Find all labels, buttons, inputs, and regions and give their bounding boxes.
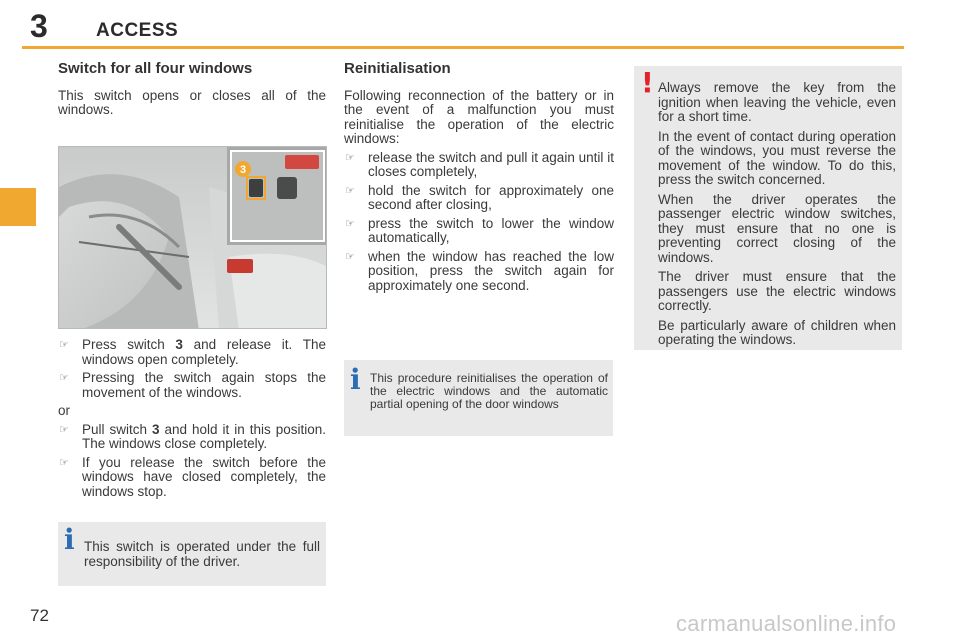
- hand-pointer-icon: ☞: [59, 372, 69, 384]
- hand-pointer-icon: ☞: [59, 339, 69, 351]
- window-switch-photo: [58, 146, 327, 329]
- info-note-text: This procedure reinitialises the operation of the electric windows and the automatic partial opening of the door windows: [370, 371, 608, 411]
- hand-pointer-icon: ☞: [59, 423, 69, 436]
- chapter-number: 3: [30, 8, 48, 44]
- list-item: [344, 151, 614, 180]
- list-item: [58, 371, 326, 400]
- safety-warning-box: [634, 66, 902, 350]
- list-item: [58, 456, 326, 500]
- step-text: Press switch: [82, 337, 176, 352]
- section-title-switch: Switch for all four windows: [58, 60, 253, 77]
- list-item: [344, 250, 614, 294]
- step-text: and release it. The windows open completely.: [82, 337, 326, 367]
- close-steps-list: [58, 423, 326, 500]
- reinitialisation-note: [344, 360, 613, 436]
- page-number: 72: [30, 606, 49, 625]
- warning-paragraph: Always remove the key from the ignition when leaving the vehicle, even for a short time.: [658, 80, 896, 124]
- info-icon: i: [64, 523, 75, 556]
- switch-number: 3: [175, 337, 183, 352]
- step-text: release the switch and pull it again until it closes completely,: [368, 149, 614, 179]
- chapter-side-tab: [0, 188, 36, 226]
- middle-column: [344, 62, 614, 297]
- reinit-steps-list: [344, 151, 614, 294]
- warning-paragraph: Be particularly aware of children when operating the windows.: [658, 317, 896, 347]
- step-text: and hold it in this position. The windows close completely.: [82, 421, 326, 451]
- switch-intro: This switch opens or closes all of the windows.: [58, 87, 326, 117]
- hand-pointer-icon: ☞: [345, 151, 355, 164]
- list-item: [58, 338, 326, 367]
- step-text: press the switch to lower the window automatically,: [368, 215, 614, 245]
- driver-responsibility-note: [58, 522, 326, 586]
- chapter-title: ACCESS: [96, 20, 179, 41]
- switch-steps-block: [58, 338, 326, 503]
- photo-illustration: [59, 147, 327, 329]
- list-item: [58, 423, 326, 452]
- list-item: [344, 184, 614, 213]
- step-text: when the window has reached the low position, press the switch again for approximately one second.: [368, 248, 614, 293]
- list-item: [344, 217, 614, 246]
- warning-paragraph: When the driver operates the passenger electric window switches, they must ensure that no one is preventing correct closing of the windows.: [658, 191, 896, 265]
- reinit-intro: Following reconnection of the battery or in the event of a malfunction you must reinitialise the operation of the electric windows:: [344, 87, 614, 146]
- section-title-reinitialisation: Reinitialisation: [344, 60, 451, 77]
- step-text: Pressing the switch again stops the movement of the windows.: [82, 370, 326, 400]
- info-note-text: This switch is operated under the full responsibility of the driver.: [84, 539, 320, 569]
- open-steps-list: [58, 338, 326, 400]
- info-icon: i: [350, 363, 361, 396]
- left-column: [58, 62, 326, 118]
- step-text: If you release the switch before the windows have closed completely, the windows stop.: [82, 454, 326, 499]
- exclamation-icon: !: [641, 66, 654, 99]
- photo-callout-label: 3: [239, 164, 247, 176]
- warning-paragraph: The driver must ensure that the passengers use the electric windows correctly.: [658, 269, 896, 313]
- hand-pointer-icon: ☞: [345, 184, 355, 197]
- or-separator: or: [58, 403, 71, 418]
- warning-paragraph: In the event of contact during operation of the windows, you must reverse the movement of the window. To do this, press the switch concerned.: [658, 128, 896, 187]
- hand-pointer-icon: ☞: [345, 217, 355, 230]
- watermark: carmanualsonline.info: [676, 611, 897, 636]
- hand-pointer-icon: ☞: [345, 250, 355, 263]
- hand-pointer-icon: ☞: [59, 456, 69, 469]
- header-rule: [22, 46, 904, 49]
- step-text: hold the switch for approximately one second after closing,: [368, 182, 614, 212]
- switch-number: 3: [151, 421, 160, 437]
- warning-text: [658, 81, 896, 353]
- step-text: Pull switch: [82, 421, 152, 437]
